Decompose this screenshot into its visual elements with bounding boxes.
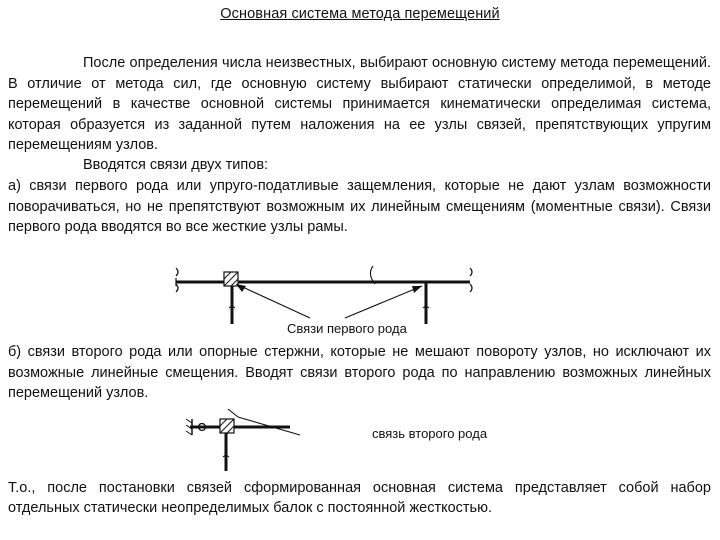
- intro-paragraph: После определения числа неизвестных, выбирают основную систему метода перемещений. В отличие от метода сил, где основную систему выбирают статически определимой, в методе перемещений в качестве основной системы принимается кинематически определимая система, которая образуется из заданной путем наложения на ее узлы связей, препятствующих упругим перемещениям узлов.: [8, 55, 711, 153]
- first-kind-label: Связи первого рода: [287, 321, 407, 336]
- page-title: Основная система метода перемещений: [220, 6, 500, 22]
- conclusion-paragraph: Т.о., после постановки связей сформированная основная система представляет собой набор отдельных статически неопределимых балок с постоянной жесткостью.: [8, 480, 711, 516]
- types-paragraph: Вводятся связи двух типов:: [83, 157, 269, 173]
- second-kind-diagram: [180, 405, 320, 471]
- second-kind-label: связь второго рода: [372, 426, 488, 441]
- first-kind-paragraph: а) связи первого рода или упруго-податливые защемления, которые не дают узлам возможности поворачиваться, но не препятствуют возможным их линейным смещениям (моментные связи). Связи первого рода вводятся во все жесткие узлы рамы.: [8, 178, 711, 235]
- second-kind-paragraph: б) связи второго рода или опорные стержни, которые не мешают повороту узлов, но исключают их возможные линейные смещения. Вводят связи второго рода по направлению возможных линейных перемещений узлов.: [8, 344, 711, 401]
- first-kind-diagram: [170, 262, 480, 324]
